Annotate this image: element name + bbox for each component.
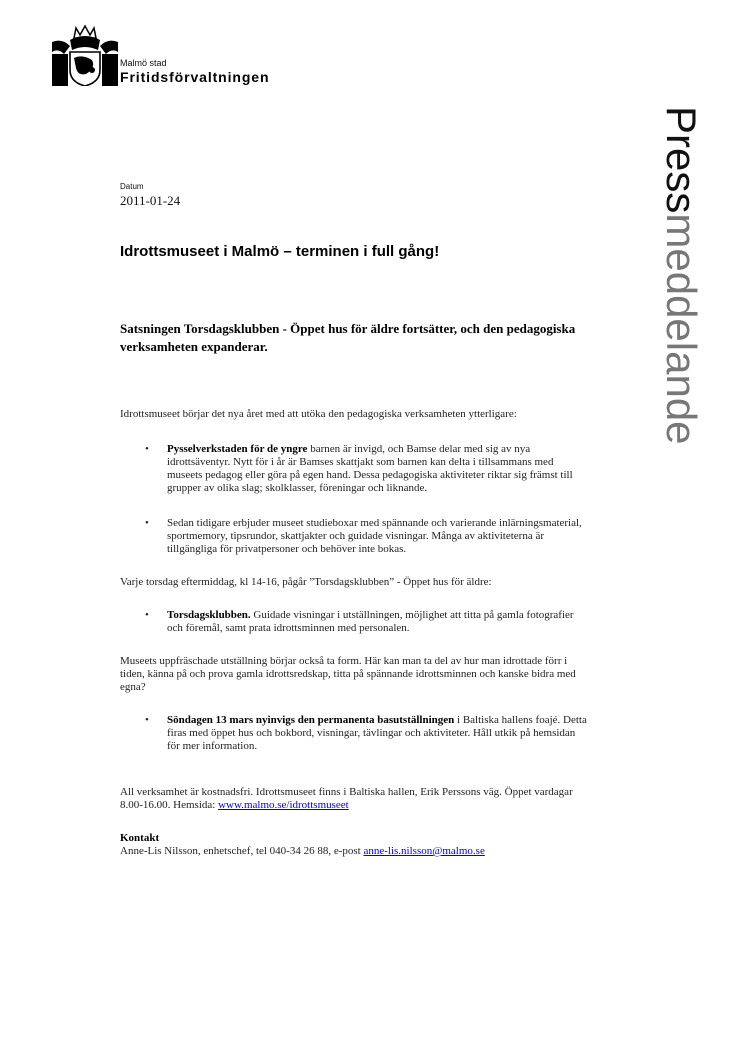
ingress-paragraph: Satsningen Torsdagsklubben - Öppet hus för äldre fortsätter, och den pedagogiska verksamheten expanderar. <box>120 321 576 354</box>
info-paragraph <box>120 786 590 812</box>
malmo-coat-of-arms-logo <box>52 24 118 86</box>
thursday-paragraph: Varje torsdag eftermiddag, kl 14-16, pågår ”Torsdagsklubben” - Öppet hus för äldre: <box>120 576 492 588</box>
bullet4-text: i Baltiska hallens foajé. Detta firas med öppet hus och bokbord, visningar, tävlingar och aktiviteter. Håll utkik på hemsidan för mer information. <box>167 714 587 752</box>
contact-email-link[interactable]: anne-lis.nilsson@malmo.se <box>363 845 485 857</box>
intro-paragraph: Idrottsmuseet börjar det nya året med att utöka den pedagogiska verksamheten ytterligare: <box>120 408 517 420</box>
org-department: Fritidsförvaltningen <box>120 69 270 85</box>
list-item <box>120 609 590 635</box>
side-label-light: meddelande <box>658 213 705 445</box>
bullet1-bold: Pysselverkstaden för de yngre <box>167 443 308 455</box>
list-item <box>120 443 590 495</box>
contact-text: Anne-Lis Nilsson, enhetschef, tel 040-34 26 88, e-post <box>120 845 364 857</box>
list-item <box>120 714 590 753</box>
org-city: Malmö stad <box>120 58 167 68</box>
info-text: All verksamhet är kostnadsfri. Idrottsmuseet finns i Baltiska hallen, Erik Perssons väg. Öppet vardagar 8.00-16.00. Hemsida: <box>120 786 573 811</box>
date-value: 2011-01-24 <box>120 193 181 208</box>
side-label-dark: Press <box>658 106 705 214</box>
bullet-icon: • <box>145 443 149 455</box>
contact-heading: Kontakt <box>120 832 160 844</box>
bullet-icon: • <box>145 714 149 726</box>
bullet2-text: Sedan tidigare erbjuder museet studieboxar med spännande och varierande inlärningsmaterial, sportmemory, tipsrundor, skattjakter och guidade visningar. Många av aktiviteterna är tillgängliga för privatpersoner och behöver inte bokas. <box>167 517 582 555</box>
contact-paragraph <box>120 845 590 858</box>
bullet3-bold: Torsdagsklubben. <box>167 609 251 621</box>
bullet-icon: • <box>145 517 149 529</box>
exhibition-paragraph: Museets uppfräschade utställning börjar också ta form. Här kan man ta del av hur man idrottade förr i tiden, känna på och prova gamla idrottsredskap, titta på spännande idrottsminnen och kanske bidra med egna? <box>120 655 576 693</box>
website-link[interactable]: www.malmo.se/idrottsmuseet <box>218 799 349 811</box>
bullet-list-thursday <box>120 609 590 635</box>
bullet3-text: Guidade visningar i utställningen, möjlighet att titta på gamla fotografier och föremål, samt prata idrottsminnen med personalen. <box>167 609 574 634</box>
page-title: Idrottsmuseet i Malmö – terminen i full gång! <box>120 243 440 260</box>
body-text <box>120 408 590 858</box>
bullet1-text: barnen är invigd, och Bamse delar med sig av nya idrottsäventyr. Nytt för i år är Bamses skattjakt som barnen kan delta i tillsammans med museets pedagog eller göra på egen hand. Dessa pedagogiska aktiviteter riktar sig främst till grupper av olika slag; skolklasser, föreningar och liknande. <box>167 443 573 494</box>
bullet4-bold: Söndagen 13 mars nyinvigs den permanenta basutställningen <box>167 714 455 726</box>
bullet-list-exhibition <box>120 714 590 753</box>
bullet-list-activities <box>120 443 590 556</box>
bullet-icon: • <box>145 609 149 621</box>
press-release-vertical-label <box>658 106 705 445</box>
list-item <box>120 517 590 556</box>
date-label: Datum <box>120 182 144 191</box>
